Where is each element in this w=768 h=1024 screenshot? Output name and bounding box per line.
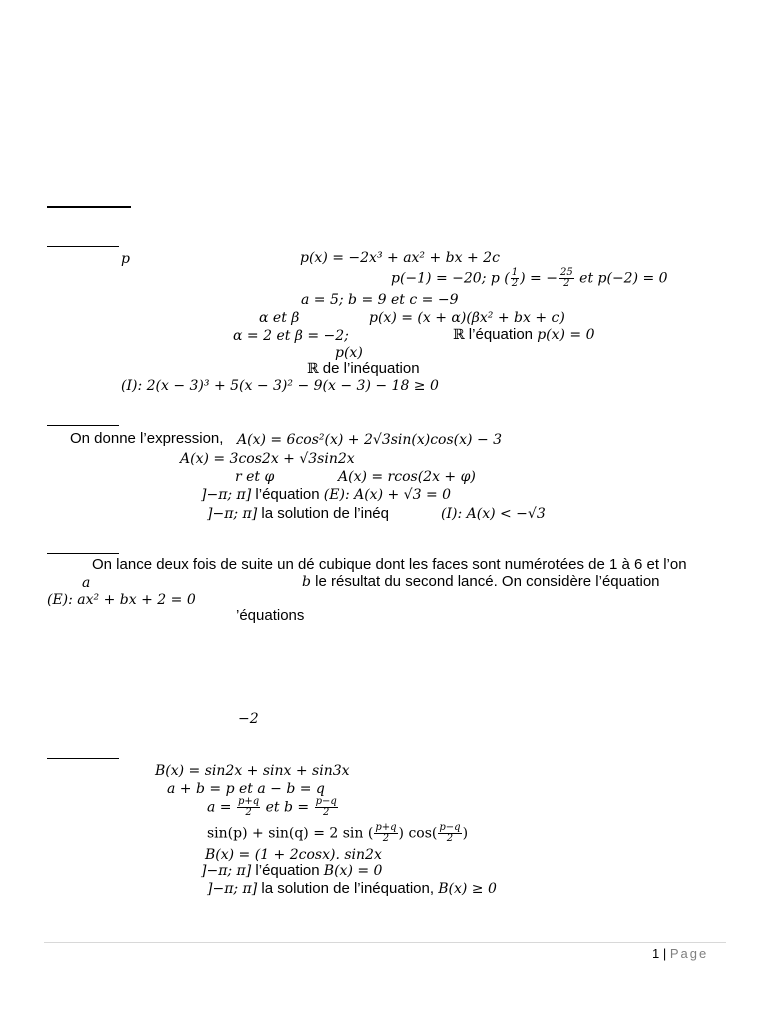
ex1-alpha-beta: α et β (259, 310, 300, 326)
ex4-sum-difference: a + b = p et a − b = q (167, 781, 325, 797)
ex4-B-definition: B(x) = sin2x + sinx + sin3x (155, 763, 350, 779)
ex4-sum-to-product-lhs: sin(p) + sin(q) = 2 sin (207, 825, 364, 842)
ex4-sum-to-product: sin(p) + sin(q) = 2 sin ( $\frac{p+q}{2}$ ) cos( $\frac{p-q}{2}$ ) (207, 822, 469, 844)
ex3-statement-line-2-text: le résultat du second lancé. On considère l’équation (310, 573, 660, 590)
fraction-numerator: p+q (237, 796, 260, 807)
ex4-inequation-B: B(x) ≥ 0 (438, 881, 497, 897)
ex1-coefficients: a = 5; b = 9 et c = −9 (301, 292, 459, 308)
ex4-a-equals: a = (207, 799, 232, 816)
ex1-equation-p-zero: p(x) = 0 (537, 327, 595, 343)
ex2-A-alternative: A(x) = 3cos2x + √3sin2x (180, 451, 355, 467)
ex2-equation-E: (E): A(x) + √3 = 0 (323, 487, 452, 503)
ex3-equations-fragment: ’équations (236, 607, 305, 624)
ex4-a-b-formulas (207, 797, 339, 818)
fraction-denominator: 2 (511, 278, 519, 289)
ex4-et-b: et b = (265, 799, 310, 816)
fraction-numerator: p+q (375, 822, 397, 833)
exercise-1-underline (47, 246, 119, 247)
real-numbers-symbol: ℝ (453, 327, 465, 343)
ex1-conditions: p(−1) = −20; p ( $\frac{1}{2}$ ) = − $\frac{25}{2}$ et p(−2) = 0 (391, 267, 668, 289)
ex4-equation-B: B(x) = 0 (323, 863, 383, 879)
page-footer (652, 946, 708, 961)
fraction-numerator: 1 (511, 267, 519, 278)
ex3-minus-two: −2 (238, 711, 259, 727)
real-numbers-symbol: ℝ (307, 361, 319, 377)
ex1-inequation-heading (307, 360, 420, 378)
fraction-p-minus-q-over-2 (438, 823, 461, 844)
ex2-r-phi: r et φ (235, 469, 275, 485)
fraction-p-plus-q-over-2 (237, 797, 260, 818)
footer-divider (44, 942, 726, 943)
fraction-p-minus-q-over-2 (315, 797, 338, 818)
ex3-equation-E: (E): ax² + bx + 2 = 0 (47, 592, 196, 608)
fraction-denominator: 2 (563, 278, 570, 289)
ex1-factored-form: p(x) = (x + α)(βx² + bx + c) (369, 310, 565, 326)
fraction-p-plus-q-over-2 (374, 823, 397, 844)
ex2-A-rcos: A(x) = rcos(2x + φ) (338, 469, 476, 485)
fraction-denominator: 2 (446, 833, 454, 844)
ex3-a-variable: a (82, 575, 91, 591)
exercise-2-underline (47, 425, 119, 426)
fraction-denominator: 2 (382, 833, 390, 844)
ex2-inequation-text: la solution de l’inéq (257, 505, 389, 522)
ex2-A-definition: A(x) = 6cos²(x) + 2√3sin(x)cos(x) − 3 (237, 432, 503, 448)
ex2-intro: On donne l’expression, (70, 430, 224, 447)
ex1-cond-part-b: = − (530, 270, 558, 287)
ex3-b-variable: b (302, 574, 311, 590)
footer-separator: | (662, 946, 667, 961)
ex2-inequation-I: (I): A(x) < −√3 (441, 506, 546, 522)
exercise-3-underline (47, 553, 119, 554)
fraction-denominator: 2 (245, 807, 252, 818)
page-number: 1 (652, 946, 660, 961)
ex1-cond-part-a: p(−1) = −20; p (391, 270, 500, 287)
page-label: Page (669, 946, 709, 961)
ex2-interval: ]−π; π] (207, 506, 258, 522)
ex4-interval: ]−π; π] (207, 881, 258, 897)
ex1-cond-part-c: et p(−2) = 0 (579, 270, 668, 287)
ex1-p-of-x: p(x) (335, 345, 363, 361)
ex1-equation-line (453, 326, 595, 344)
ex4-cos-close: ) (462, 825, 469, 842)
ex1-p-variable: p (121, 251, 130, 267)
ex1-inequation: (I): 2(x − 3)³ + 5(x − 3)² − 9(x − 3) − 18 ≥ 0 (121, 378, 439, 394)
fraction-one-half (511, 268, 519, 289)
ex1-alpha-beta-values: α = 2 et β = −2; (233, 328, 349, 344)
fraction-numerator: p−q (439, 822, 461, 833)
ex4-cos-open: cos( (408, 825, 438, 842)
fraction-25-over-2 (559, 268, 574, 289)
fraction-denominator: 2 (323, 807, 330, 818)
ex4-inequation-text: la solution de l’inéquation, (257, 880, 439, 897)
fraction-numerator: 25 (559, 267, 573, 278)
ex4-equation-line (201, 862, 382, 880)
ex2-interval: ]−π; π] (201, 487, 252, 503)
ex4-B-factored: B(x) = (1 + 2cosx). sin2x (205, 847, 382, 863)
section-title-underline (47, 206, 131, 208)
ex2-inequation-line (207, 505, 389, 523)
exercise-4-underline (47, 758, 119, 759)
ex4-inequation-line (207, 880, 497, 898)
ex3-statement-line-1: On lance deux fois de suite un dé cubique dont les faces sont numérotées de 1 à 6 et l’on (92, 556, 687, 573)
ex2-equation-line (201, 486, 451, 504)
ex1-equation-text: l’équation (464, 326, 538, 343)
fraction-numerator: p−q (315, 796, 337, 807)
ex1-inequation-text: de l’inéquation (318, 360, 420, 377)
ex4-interval: ]−π; π] (201, 863, 252, 879)
ex4-equation-text: l’équation (251, 862, 324, 879)
ex3-statement-line-2 (302, 573, 660, 591)
ex2-equation-text: l’équation (251, 486, 324, 503)
ex1-polynomial-definition: p(x) = −2x³ + ax² + bx + 2c (300, 250, 500, 266)
